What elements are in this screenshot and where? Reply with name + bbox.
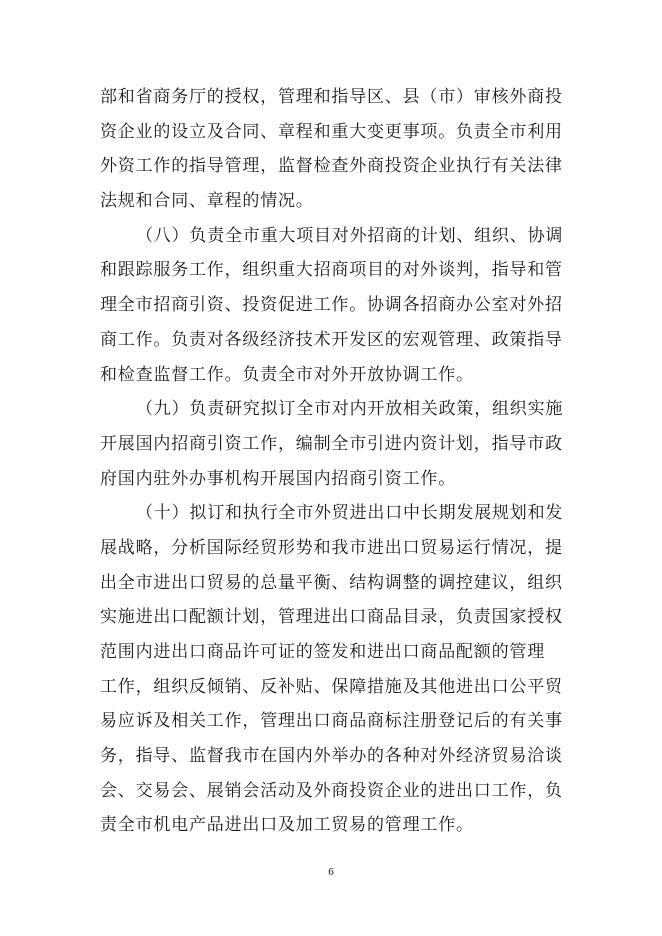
text-line: 会、交易会、展销会活动及外商投资企业的进出口工作，负 [100,780,563,801]
text-line: 资企业的设立及合同、章程和重大变更事项。负责全市利用 [100,121,563,142]
paragraph [100,219,570,392]
text-line: 开展国内招商引资工作，编制全市引进内资计划，指导市政 [100,433,563,454]
text-line: 范围内进出口商品许可证的签发和进出口商品配额的管理 [100,642,545,662]
text-line: 法规和合同、章程的情况。 [100,191,314,212]
text-line: （八）负责全市重大项目对外招商的计划、组织、协调 [136,225,564,246]
text-line: 出全市进出口贸易的总量平衡、结构调整的调控建议，组织 [100,572,563,593]
text-line: 责全市机电产品进出口及加工贸易的管理工作。 [100,815,474,836]
text-line: 展战略，分析国际经贸形势和我市进出口贸易运行情况，提 [100,537,563,558]
text-line: 外资工作的指导管理，监督检查外商投资企业执行有关法律 [100,156,563,177]
text-line: 理全市招商引资、投资促进工作。协调各招商办公室对外招 [100,295,563,316]
text-line: 商工作。负责对各级经济技术开发区的宏观管理、政策指导 [100,329,563,350]
document-body [100,80,570,843]
text-line: 府国内驻外办事机构开展国内招商引资工作。 [100,468,456,489]
paragraph [100,80,570,219]
page-number: 6 [328,866,334,878]
text-line: 工作，组织反倾销、反补贴、保障措施及其他进出口公平贸 [100,676,563,697]
text-line: （九）负责研究拟订全市对内开放相关政策，组织实施 [136,399,564,420]
text-line: 和检查监督工作。负责全市对外开放协调工作。 [100,364,474,385]
text-line: 实施进出口配额计划，管理进出口商品目录，负责国家授权 [100,607,563,628]
text-line: 和跟踪服务工作，组织重大招商项目的对外谈判，指导和管 [100,260,563,281]
text-line: 部和省商务厅的授权，管理和指导区、县（市）审核外商投 [100,87,563,107]
paragraph [100,392,570,496]
text-line: 易应诉及相关工作，管理出口商品商标注册登记后的有关事 [100,711,563,732]
text-line: （十）拟订和执行全市外贸进出口中长期发展规划和发 [136,503,564,524]
paragraph [100,496,570,843]
text-line: 务，指导、监督我市在国内外举办的各种对外经济贸易洽谈 [100,746,563,767]
